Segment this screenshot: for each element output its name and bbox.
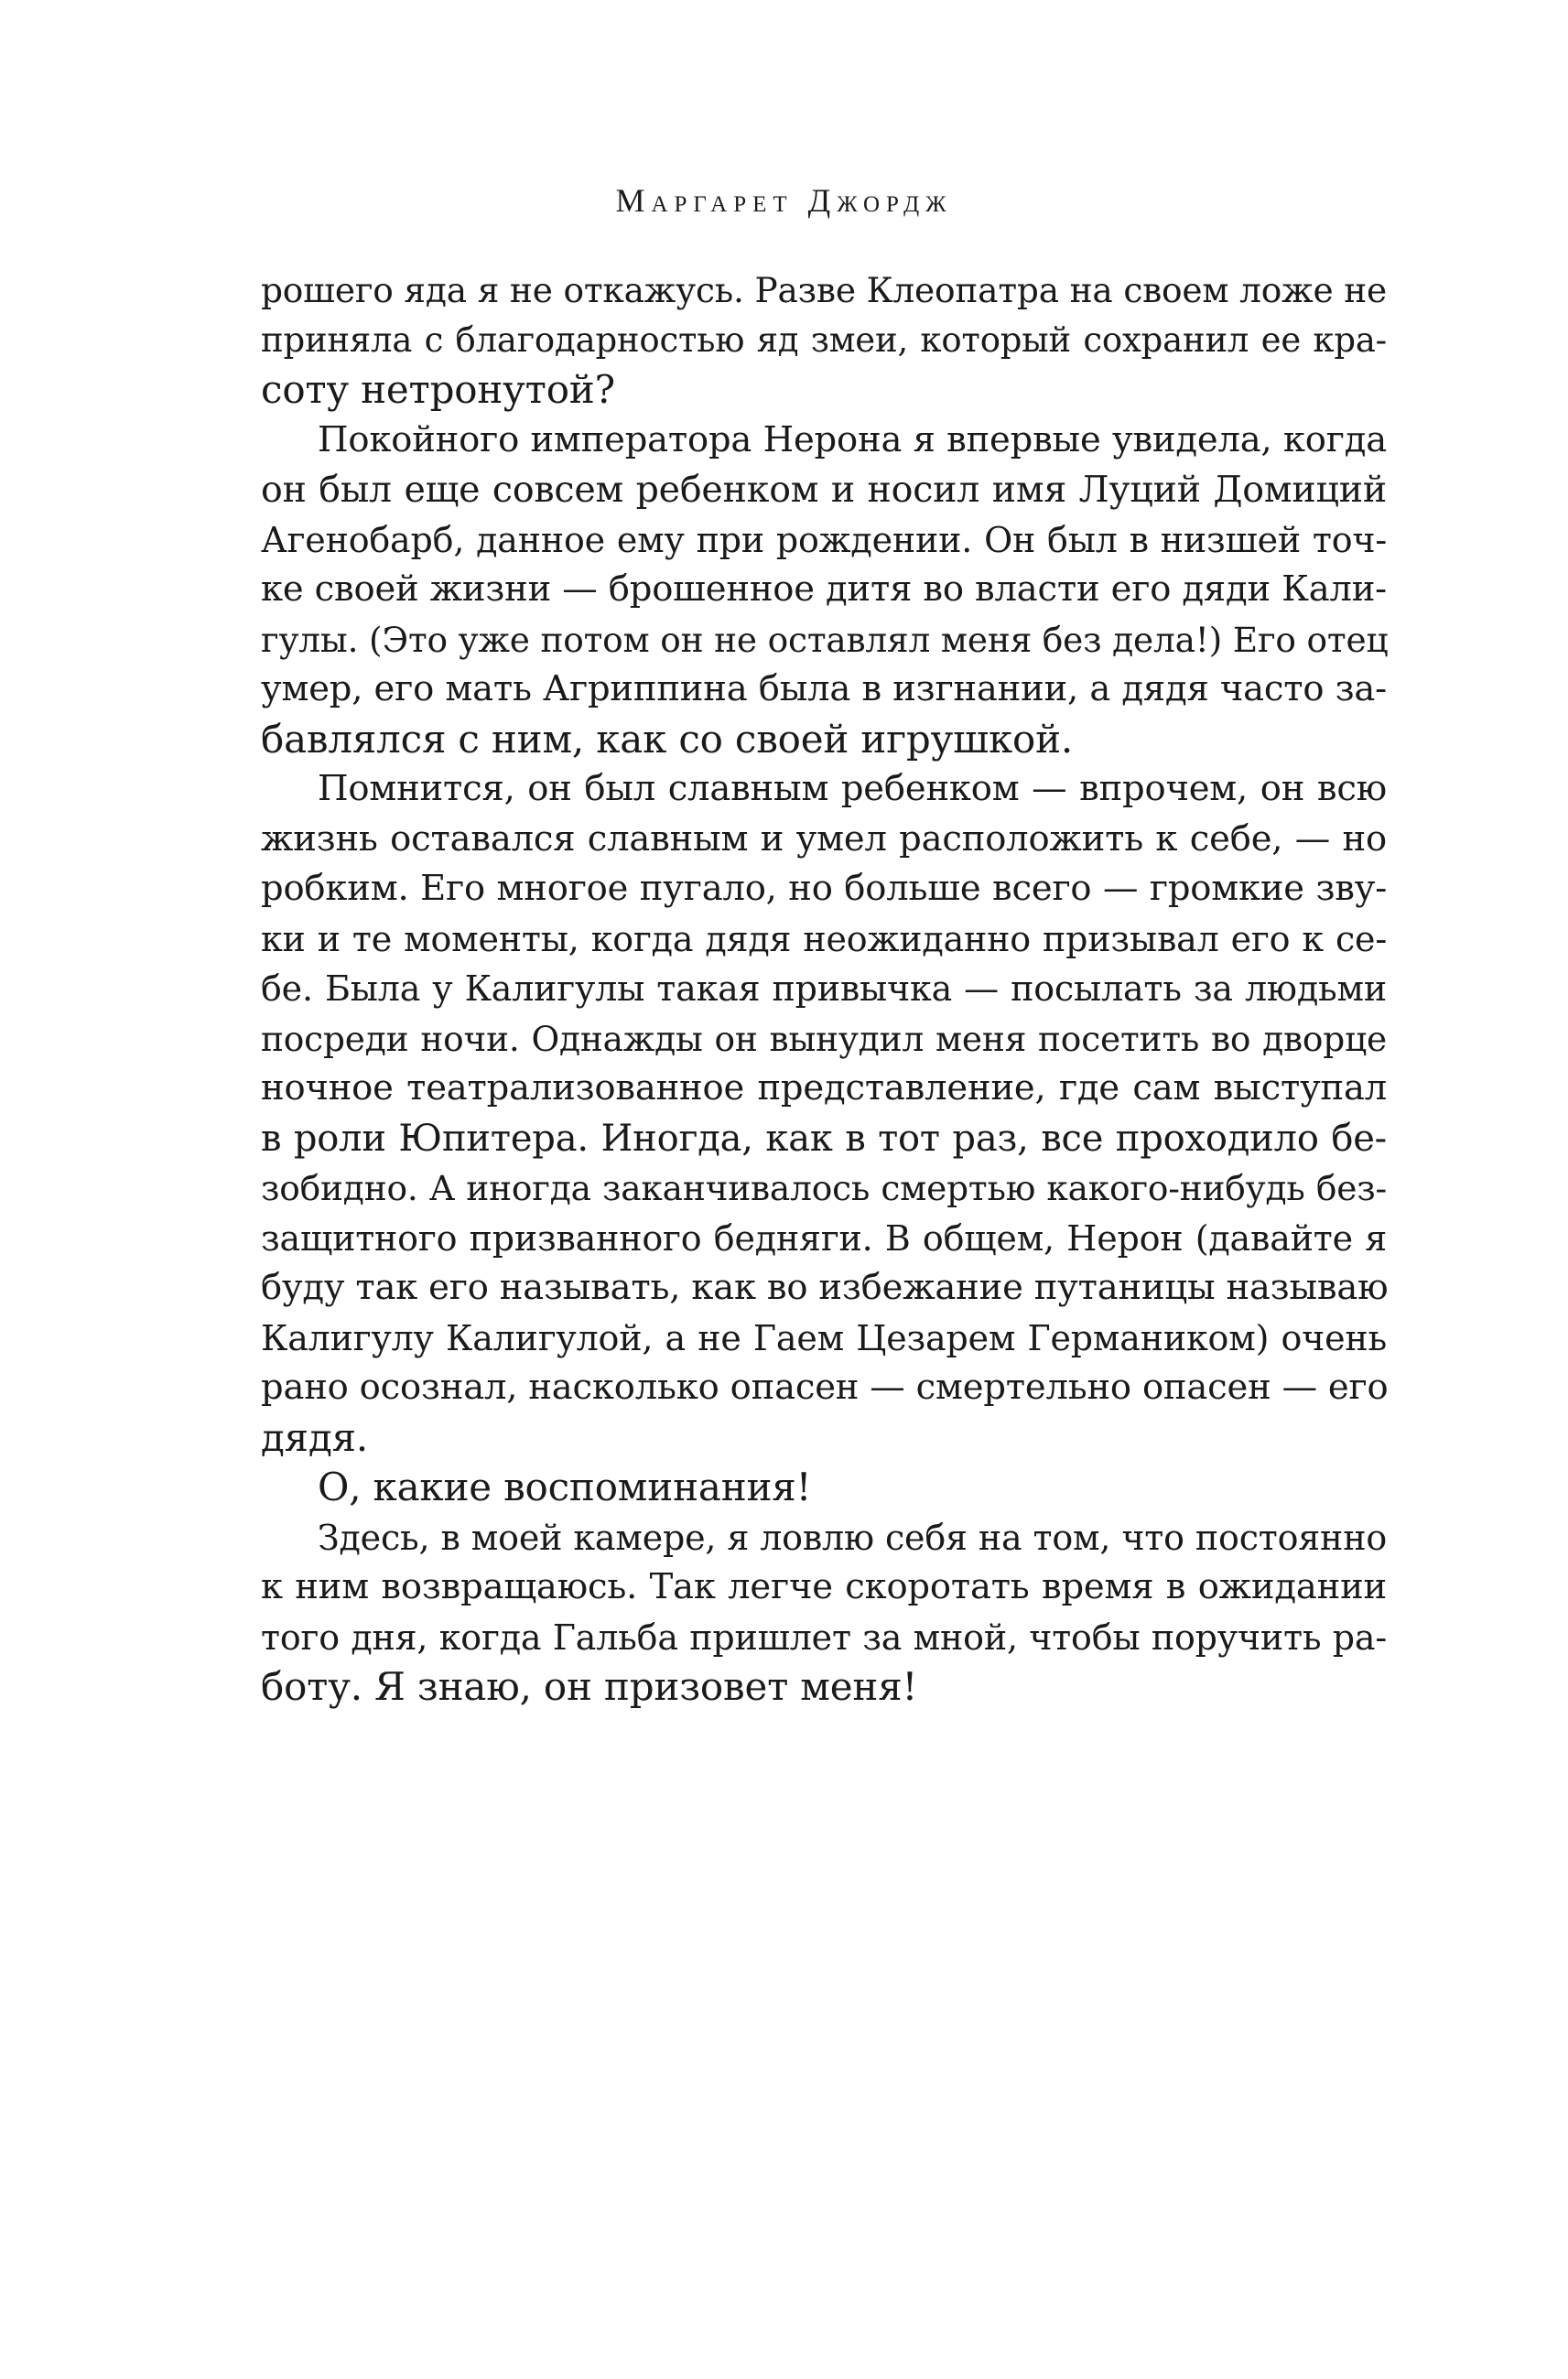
text-line: приняла с благодарностью яд змеи, который сохранил ее кра-	[261, 319, 1387, 360]
text-line: Агенобарб, данное ему при рождении. Он был в низшей точ-	[261, 519, 1387, 560]
text-line: бавлялся с ним, как со своей игрушкой.	[261, 716, 1074, 762]
text-line: гулы. (Это уже потом он не оставлял меня без дела!) Его отец	[261, 619, 1389, 660]
text-line: защитного призванного бедняги. В общем, Нерон (давайте я	[261, 1217, 1387, 1259]
text-line: в роли Юпитера. Иногда, как в тот раз, все проходило бе-	[261, 1117, 1387, 1160]
text-line: буду так его называть, как во избежание путаницы называю	[261, 1267, 1389, 1308]
text-line: рано осознал, насколько опасен — смертельно опасен — его	[261, 1367, 1389, 1408]
text-line: робким. Его многое пугало, но больше всего — громкие зву-	[261, 868, 1387, 909]
text-line: ке своей жизни — брошенное дитя во власти его дяди Кали-	[261, 568, 1387, 610]
text-line: жизнь оставался славным и умел расположить к себе, — но	[261, 817, 1387, 860]
text-line: зобидно. А иногда заканчивалось смертью какого-нибудь без-	[261, 1168, 1387, 1208]
text-line: умер, его мать Агриппина была в изгнании, а дядя часто за-	[261, 668, 1387, 709]
text-line: О, какие воспоминания!	[318, 1465, 812, 1509]
text-line: того дня, когда Гальба пришлет за мной, чтобы поручить ра-	[261, 1617, 1387, 1658]
text-line: ночное театрализованное представление, где сам выступал	[261, 1067, 1387, 1108]
text-line: посреди ночи. Однажды он вынудил меня посетить во дворце	[261, 1018, 1387, 1059]
text-line: Покойного императора Нерона я впервые увидела, когда	[318, 418, 1387, 460]
text-line: дядя.	[261, 1414, 369, 1460]
text-line: к ним возвращаюсь. Так легче скоротать время в ожидании	[261, 1566, 1387, 1607]
text-line: боту. Я знаю, он призовет меня!	[261, 1664, 918, 1709]
text-line: соту нетронутой?	[261, 367, 615, 412]
text-line: Калигулу Калигулой, а не Гаем Цезарем Германиком) очень	[261, 1317, 1387, 1358]
text-line: он был еще совсем ребенком и носил имя Луций Домиций	[261, 469, 1387, 511]
text-line: Помнится, он был славным ребенком — впрочем, он всю	[318, 768, 1387, 809]
text-line: бе. Была у Калигулы такая привычка — посылать за людьми	[261, 968, 1387, 1009]
body-text	[261, 265, 1387, 1713]
running-head: Маргарет Джордж	[615, 182, 953, 219]
text-line: рошего яда я не откажусь. Разве Клеопатра на своем ложе не	[261, 270, 1387, 310]
text-line: Здесь, в моей камере, я ловлю себя на том, что постоянно	[318, 1517, 1387, 1558]
text-line: ки и те моменты, когда дядя неожиданно призывал его к се-	[261, 918, 1387, 959]
